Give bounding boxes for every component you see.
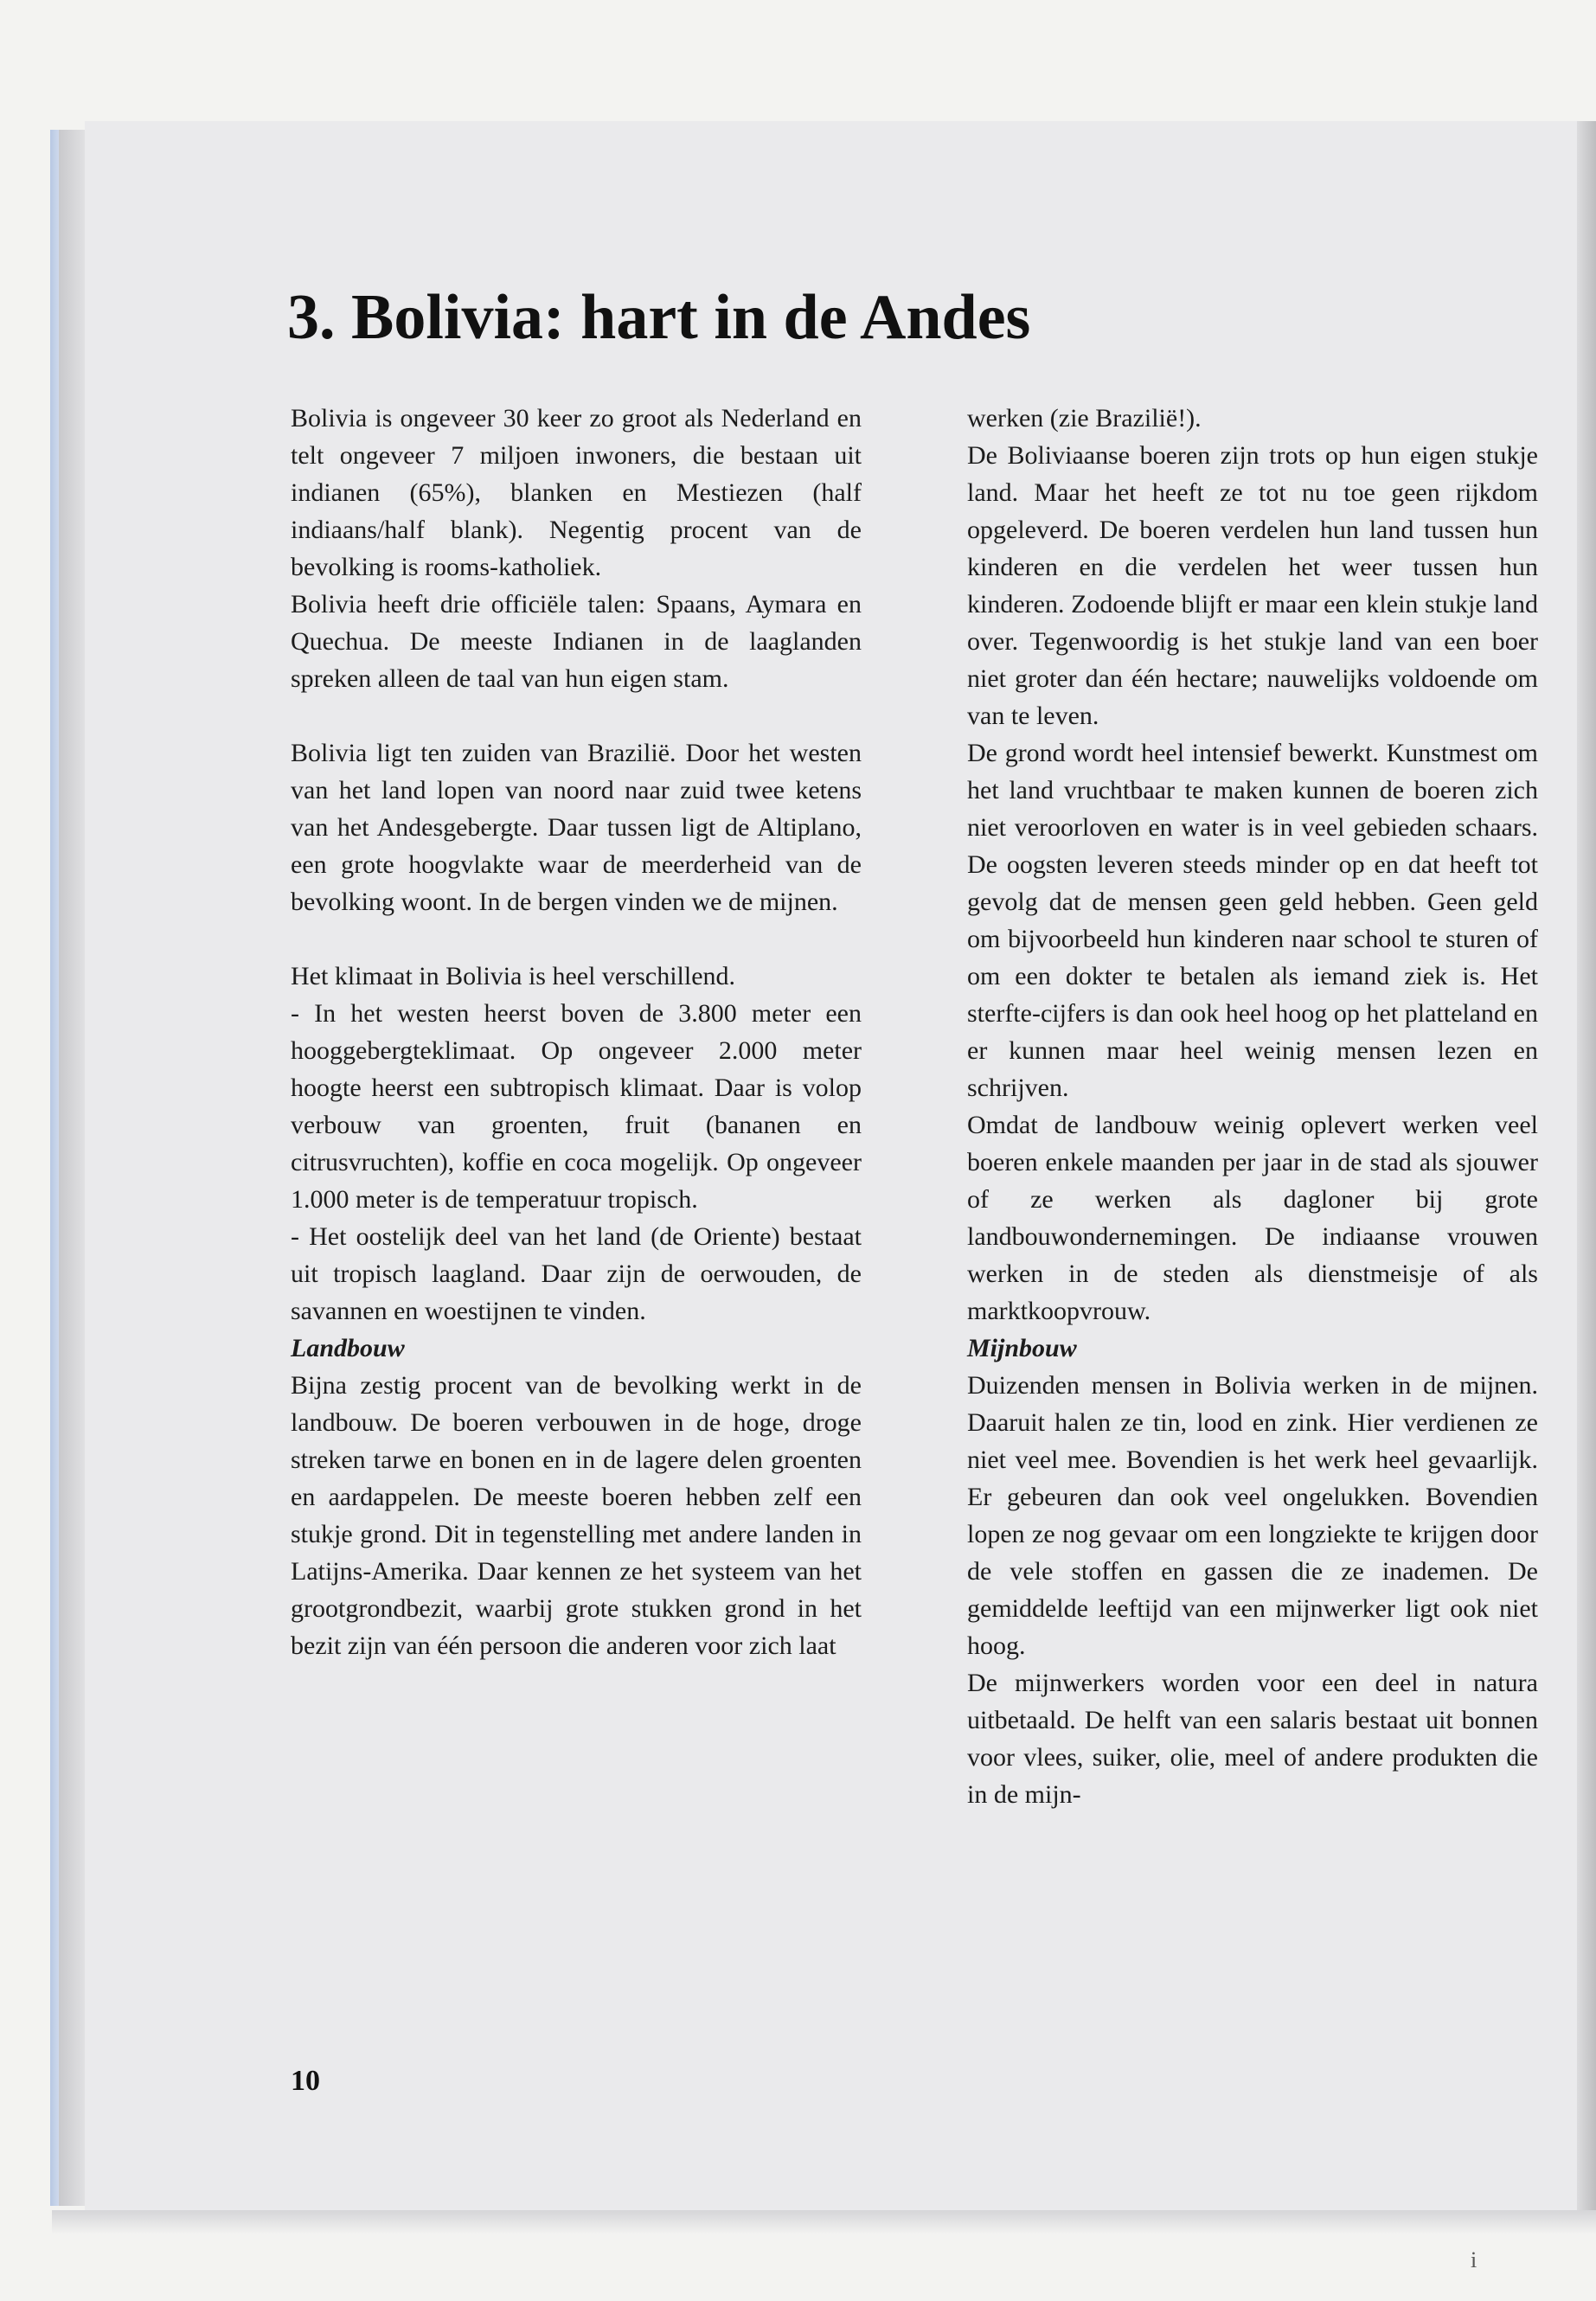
page-bottom-edge bbox=[52, 2210, 1596, 2234]
paragraph-climate-intro: Het klimaat in Bolivia is heel verschillend. bbox=[291, 962, 736, 990]
page-fold-shadow bbox=[1577, 121, 1596, 2214]
paragraph-intro: Bolivia is ongeveer 30 keer zo groot als Nederland en telt ongeveer 7 miljoen inwoners, die bestaan uit indianen (65%), blanken en Mestiezen (half indiaans/half blank). Negentig procent van de bevolking is rooms-katholiek. bbox=[291, 404, 862, 581]
page-number: 10 bbox=[291, 2065, 320, 2097]
page-stack-edge bbox=[59, 130, 85, 2206]
section-heading-landbouw: Landbouw bbox=[291, 1334, 405, 1362]
left-column bbox=[291, 400, 862, 1664]
paragraph-climate-east: - Het oostelijk deel van het land (de Oriente) bestaat uit tropisch laagland. Daar zijn de oerwouden, de savannen en woestijnen te vinden. bbox=[291, 1222, 862, 1325]
chapter-title: 3. Bolivia: hart in de Andes bbox=[287, 282, 1031, 353]
right-column bbox=[967, 400, 1538, 1813]
paragraph-mining: Duizenden mensen in Bolivia werken in de mijnen. Daaruit halen ze tin, lood en zink. Hier verdienen ze niet veel mee. Bovendien is het werk heel gevaarlijk. Er gebeuren dan ook veel ongelukken. Bovendien lopen ze nog gevaar om een longziekte te krijgen door de vele stoffen en gassen die ze inademen. De gemiddelde leeftijd van een mijnwerker ligt ook niet hoog. bbox=[967, 1371, 1538, 1660]
paragraph-languages: Bolivia heeft drie officiële talen: Spaans, Aymara en Quechua. De meeste Indianen in de laaglanden spreken alleen de taal van hun eigen stam. bbox=[291, 590, 862, 693]
paragraph-landbouw: Bijna zestig procent van de bevolking werkt in de landbouw. De boeren verbouwen in de hoge, droge streken tarwe en bonen en in de lagere delen groenten en aardappelen. De meeste boeren hebben zelf een stukje grond. Dit in tegenstelling met andere landen in Latijns-Amerika. Daar kennen ze het systeem van het grootgrondbezit, waarbij grote stukken grond in het bezit zijn van één persoon die anderen voor zich laat bbox=[291, 1371, 862, 1660]
paragraph-seasonal-work: Omdat de landbouw weinig oplevert werken veel boeren enkele maanden per jaar in de stad als sjouwer of ze werken als dagloner bij grote landbouwondernemingen. De indiaanse vrouwen werken in de steden als dienstmeisje of als marktkoopvrouw. bbox=[967, 1111, 1538, 1325]
paragraph-climate-west: - In het westen heerst boven de 3.800 meter een hooggebergteklimaat. Op ongeveer 2.000 meter hoogte heerst een subtropisch klimaat. Daar is volop verbouw van groenten, fruit (bananen en citrusvruchten), koffie en coca mogelijk. Op ongeveer 1.000 meter is de temperatuur tropisch. bbox=[291, 999, 862, 1214]
paragraph-miner-payment: De mijnwerkers worden voor een deel in natura uitbetaald. De helft van een salaris bestaat uit bonnen voor vlees, suiker, olie, meel of andere produkten die in de mijn- bbox=[967, 1669, 1538, 1809]
paragraph-farmers-land: De Boliviaanse boeren zijn trots op hun eigen stukje land. Maar het heeft ze tot nu toe geen rijkdom opgeleverd. De boeren verdelen hun land tussen hun kinderen en die verdelen het weer tussen hun kinderen. Zodoende blijft er maar een klein stukje land over. Tegenwoordig is het stukje land van een boer niet groter dan één hectare; nauwelijks voldoende om van te leven. bbox=[967, 441, 1538, 730]
section-heading-mijnbouw: Mijnbouw bbox=[967, 1334, 1077, 1362]
corner-mark: i bbox=[1471, 2247, 1477, 2272]
paragraph-geography: Bolivia ligt ten zuiden van Brazilië. Door het westen van het land lopen van noord naar zuid twee ketens van het Andesgebergte. Daar tussen ligt de Altiplano, een grote hoogvlakte waar de meerderheid van de bevolking woont. In de bergen vinden we de mijnen. bbox=[291, 739, 862, 916]
book-cover-edge bbox=[50, 130, 59, 2206]
paragraph-continuation: werken (zie Brazilië!). bbox=[967, 404, 1202, 433]
paragraph-soil: De grond wordt heel intensief bewerkt. Kunstmest om het land vruchtbaar te maken kunnen de boeren zich niet veroorloven en water is in veel gebieden schaars. De oogsten leveren steeds minder op en dat heeft tot gevolg dat de mensen geen geld hebben. Geen geld om bijvoorbeeld hun kinderen naar school te sturen of om een dokter te betalen als iemand ziek is. Het sterfte-cijfers is dan ook heel hoog op het platteland en er kunnen maar heel weinig mensen lezen en schrijven. bbox=[967, 739, 1538, 1102]
